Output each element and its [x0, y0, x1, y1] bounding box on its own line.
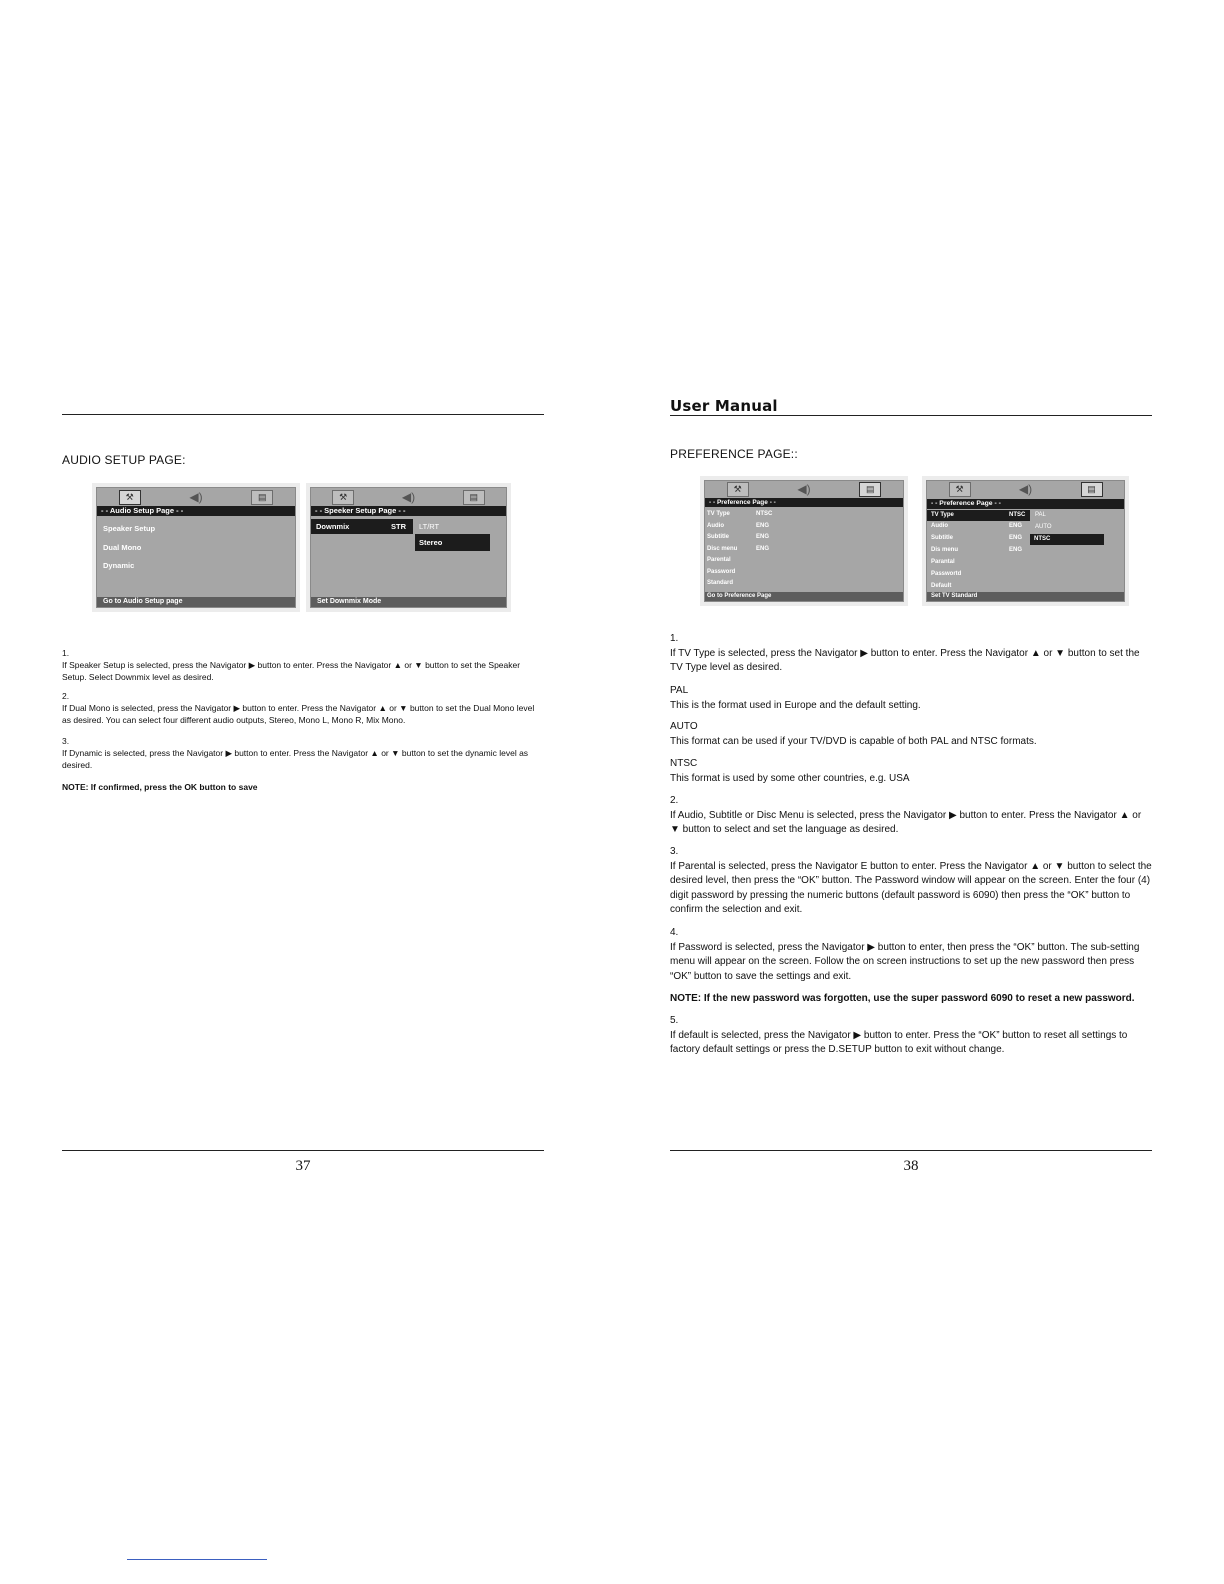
menu-row-standard[interactable] [707, 580, 733, 586]
menu-row-audio[interactable] [707, 522, 770, 529]
row-value: ENG [1009, 535, 1023, 541]
step-2 [670, 794, 1152, 838]
format-ntsc [670, 757, 1152, 786]
row-value: ENG [756, 534, 770, 540]
row-label: Parantal [931, 559, 955, 565]
step-1 [62, 647, 544, 683]
step-number: 2. [62, 691, 70, 701]
menu-row-parental[interactable] [707, 557, 731, 563]
preference-menu-1 [704, 480, 904, 602]
menu-item-dynamic[interactable]: Dynamic [103, 561, 135, 570]
menu-footer: Go to Preference Page [705, 592, 903, 601]
page-number: 38 [903, 1158, 919, 1174]
format-name: PAL [670, 685, 689, 696]
menu-footer: Set TV Standard [927, 592, 1124, 601]
section-title: AUDIO SETUP PAGE: [62, 453, 186, 467]
footer-rule [62, 1150, 544, 1151]
wrench-icon: ⚒ [119, 490, 141, 505]
row-label: Disc menu [707, 545, 738, 552]
wrench-icon: ⚒ [727, 482, 749, 497]
wrench-icon: ⚒ [949, 482, 971, 497]
right-page [670, 0, 1152, 1584]
note: NOTE: If the new password was forgotten, use the super password 6090 to reset a new password. [670, 993, 1135, 1004]
menu-title: - - Audio Setup Page - - [97, 506, 295, 516]
speaker-icon: ◀) [797, 482, 811, 496]
option-ntsc-label: NTSC [1034, 536, 1051, 542]
menu-title: - - Preference Page - - [927, 499, 1124, 509]
step-text: If Audio, Subtitle or Disc Menu is selected, press the Navigator ▶ button to enter. Press the Navigator ▲ or ▼ button to select and set the language as desired. [670, 809, 1142, 835]
menu-row-disc-menu[interactable] [707, 545, 770, 552]
step-text: If Speaker Setup is selected, press the Navigator ▶ button to enter. Press the Navigator ▲ or ▼ button to set the Speaker Setup. Select Downmix level as desired. [62, 660, 521, 682]
page-number: 37 [295, 1158, 311, 1174]
menu-row-tv-type[interactable] [927, 510, 1030, 521]
option-ntsc[interactable] [1030, 534, 1104, 545]
option-auto[interactable]: AUTO [1035, 524, 1052, 530]
step-number: 5. [670, 1015, 679, 1026]
header-rule [670, 415, 1152, 416]
option-lt-rt[interactable]: LT/RT [419, 522, 440, 531]
step-number: 1. [670, 633, 679, 644]
menu-row-subtitle[interactable] [707, 534, 770, 540]
menu-row-tv-type[interactable] [707, 511, 773, 517]
menu-item-dual-mono[interactable]: Dual Mono [103, 543, 142, 552]
preference-icon: ▤ [859, 482, 881, 497]
row-value: ENG [1009, 547, 1023, 553]
header-rule [62, 414, 544, 415]
preference-icon: ▤ [463, 490, 485, 505]
step-number: 3. [670, 846, 679, 857]
step-3 [670, 845, 1152, 918]
menu-row-disc-menu[interactable] [931, 547, 1023, 553]
row-value: NTSC [1009, 512, 1026, 518]
step-5 [670, 1014, 1152, 1058]
wrench-icon: ⚒ [332, 490, 354, 505]
row-label: Audio [707, 522, 724, 529]
row-label: TV Type [931, 512, 954, 518]
row-label: Audio [931, 523, 948, 529]
speaker-icon: ◀) [189, 489, 203, 504]
step-number: 4. [670, 927, 679, 938]
brand-title: User Manual [670, 397, 778, 415]
menu-footer: Go to Audio Setup page [97, 597, 295, 607]
format-text: This format can be used if your TV/DVD is capable of both PAL and NTSC formats. [670, 735, 1037, 747]
row-label: Dis menu [931, 547, 959, 553]
menu-icons [705, 481, 903, 498]
left-page [62, 0, 544, 1584]
row-value: NTSC [756, 511, 773, 517]
speaker-icon: ◀) [401, 489, 416, 504]
link-underline [127, 1559, 267, 1560]
menu-footer: Set Downmix Mode [311, 597, 506, 607]
menu-row-password[interactable] [931, 571, 961, 577]
row-label: Parental [707, 557, 731, 563]
menu-item-speaker-setup[interactable]: Speaker Setup [103, 524, 156, 533]
row-label: Passwortd [931, 571, 962, 577]
format-pal [670, 684, 1152, 713]
menu-icons [927, 481, 1124, 498]
format-name: AUTO [670, 721, 698, 732]
step-1 [670, 632, 1152, 676]
step-3 [62, 735, 544, 771]
row-label: Subtitle [931, 535, 953, 541]
row-value: ENG [1009, 523, 1023, 529]
preference-menu-2 [926, 480, 1125, 602]
format-text: This is the format used in Europe and the default setting. [670, 699, 921, 711]
row-label: Default [931, 583, 952, 589]
step-text: If Password is selected, press the Navigator ▶ button to enter, then press the “OK” button. The sub-setting menu will appear on the screen. Follow the on screen instructions to set up the new password then press “OK” button to save the settings and exit. [670, 941, 1140, 982]
row-value: ENG [756, 545, 770, 552]
speaker-icon: ◀) [1018, 482, 1033, 496]
menu-row-password[interactable] [707, 569, 735, 575]
step-text: If Dual Mono is selected, press the Navigator ▶ button to enter. Press the Navigator ▲ or ▼ button to set the Dual Mono level as desired. You can select four different audio outputs, Stereo, Mono L, Mono R, Mix Mono. [62, 703, 535, 725]
step-text: If Parental is selected, press the Navigator E button to enter. Press the Navigator ▲ or ▼ button to select the desired level, then press the “OK” button. The Password window will appear on the screen. Enter the four (4) digit password by pressing the numeric buttons (default password is 6090) then press the “OK” button to confirm the selection and exit. [670, 860, 1152, 915]
row-value: ENG [756, 522, 770, 529]
step-number: 1. [62, 648, 70, 658]
option-stereo-label: Stereo [419, 538, 443, 547]
note: NOTE: If confirmed, press the OK button to save [62, 782, 258, 792]
step-text: If default is selected, press the Navigator ▶ button to enter. Press the “OK” button to reset all settings to factory default settings or press the D.SETUP button to exit without change. [670, 1029, 1128, 1055]
section-title: PREFERENCE PAGE:: [670, 447, 798, 461]
option-stereo[interactable] [415, 534, 490, 551]
format-text: This format is used by some other countries, e.g. USA [670, 772, 910, 784]
menu-title: - - Preference Page - - [705, 498, 903, 507]
menu-row-audio[interactable] [931, 523, 1023, 529]
menu-row-default[interactable] [931, 583, 951, 589]
speaker-setup-menu [310, 487, 507, 608]
format-name: NTSC [670, 758, 698, 769]
step-text: If TV Type is selected, press the Navigator ▶ button to enter. Press the Navigator ▲ or ▼ button to set the TV Type level as desired. [670, 647, 1140, 673]
format-auto [670, 720, 1152, 749]
menu-title: - - Speeker Setup Page - - [311, 506, 506, 516]
menu-icons [97, 488, 295, 506]
step-4 [670, 926, 1152, 984]
downmix-row[interactable] [311, 519, 413, 534]
step-2 [62, 690, 544, 726]
step-number: 3. [62, 736, 70, 746]
step-text: If Dynamic is selected, press the Navigator ▶ button to enter. Press the Navigator ▲ or ▼ button to set the dynamic level as desired. [62, 748, 529, 770]
menu-row-subtitle[interactable] [931, 535, 1023, 541]
footer-rule [670, 1150, 1152, 1151]
downmix-label: Downmix [316, 522, 350, 531]
row-label: Subtitle [707, 534, 729, 540]
option-pal[interactable]: PAL [1035, 512, 1046, 518]
menu-icons [311, 488, 506, 506]
row-label: Password [707, 568, 736, 575]
menu-row-parental[interactable] [931, 559, 955, 565]
preference-icon: ▤ [251, 490, 273, 505]
step-number: 2. [670, 795, 679, 806]
preference-icon: ▤ [1081, 482, 1103, 497]
row-label: Standard [707, 580, 734, 586]
downmix-value: STR [391, 522, 406, 531]
audio-setup-menu [96, 487, 296, 608]
row-label: TV Type [707, 511, 730, 517]
